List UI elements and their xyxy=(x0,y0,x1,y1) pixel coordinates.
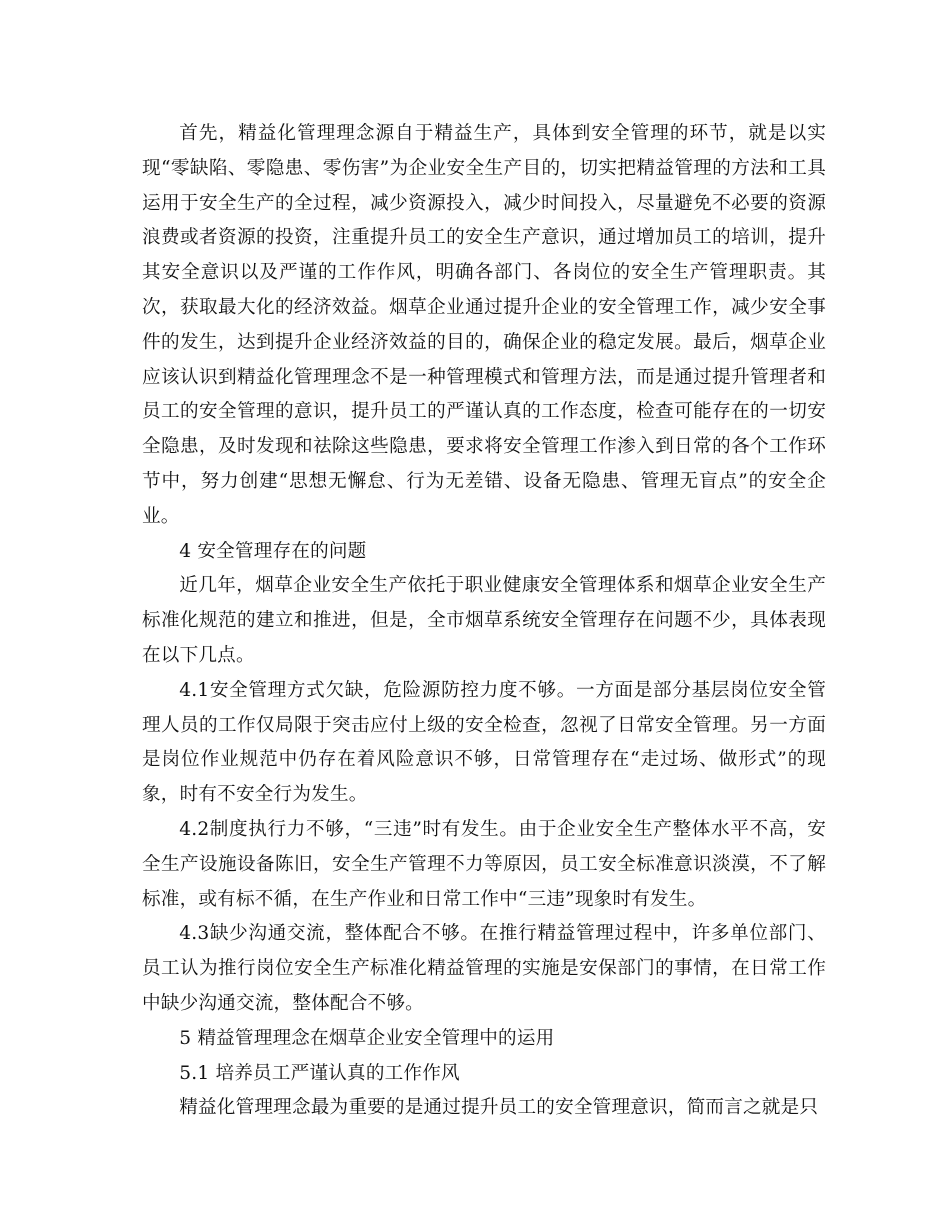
paragraph-lean-management-intro: 首先，精益化管理理念源自于精益生产，具体到安全管理的环节，就是以实现“零缺陷、零隐患、零伤害”为企业安全生产目的，切实把精益管理的方法和工具运用于安全生产的全过程，减少资源投入，减少时间投入，尽量避免不必要的资源浪费或者资源的投资，注重提升员工的安全生产意识，通过增加员工的培训，提升其安全意识以及严谨的工作作风，明确各部门、各岗位的安全生产管理职责。其次，获取最大化的经济效益。烟草企业通过提升企业的安全管理工作，减少安全事件的发生，达到提升企业经济效益的目的，确保企业的稳定发展。最后，烟草企业应该认识到精益化管理理念不是一种管理模式和管理方法，而是通过提升管理者和员工的安全管理的意识，提升员工的严谨认真的工作态度，检查可能存在的一切安全隐患，及时发现和祛除这些隐患，要求将安全管理工作渗入到日常的各个工作环节中，努力创建“思想无懈怠、行为无差错、设备无隐患、管理无盲点”的安全企业。 xyxy=(142,123,826,527)
paragraph-4-3: 4.3缺少沟通交流，整体配合不够。在推行精益管理过程中，许多单位部门、员工认为推行岗位安全生产标准化精益管理的实施是安保部门的事情，在日常工作中缺少沟通交流，整体配合不够。 xyxy=(142,923,826,1014)
paragraph-4-1: 4.1安全管理方式欠缺，危险源防控力度不够。一方面是部分基层岗位安全管理人员的工作仅局限于突击应付上级的安全检查，忽视了日常安全管理。另一方面是岗位作业规范中仍存在着风险意识不够，日常管理存在“走过场、做形式”的现象，时有不安全行为发生。 xyxy=(142,679,826,806)
paragraph-section-4-intro: 近几年，烟草企业安全生产依托于职业健康安全管理体系和烟草企业安全生产标准化规范的建立和推进，但是，全市烟草系统安全管理存在问题不少，具体表现在以下几点。 xyxy=(142,575,826,666)
subsection-heading-5-1: 5.1 培养员工严谨认真的工作作风 xyxy=(179,1062,460,1084)
section-heading-5: 5 精益管理理念在烟草企业安全管理中的运用 xyxy=(179,1027,555,1049)
section-heading-4: 4 安全管理存在的问题 xyxy=(179,540,367,562)
paragraph-5-1-start: 精益化管理理念最为重要的是通过提升员工的安全管理意识，简而言之就是只 xyxy=(179,1097,819,1119)
document-body xyxy=(142,117,826,1126)
paragraph-4-2: 4.2制度执行力不够，“三违”时有发生。由于企业安全生产整体水平不高，安全生产设施设备陈旧，安全生产管理不力等原因，员工安全标准意识淡漠，不了解标准，或有标不循，在生产作业和日常工作中“三违”现象时有发生。 xyxy=(142,818,826,910)
